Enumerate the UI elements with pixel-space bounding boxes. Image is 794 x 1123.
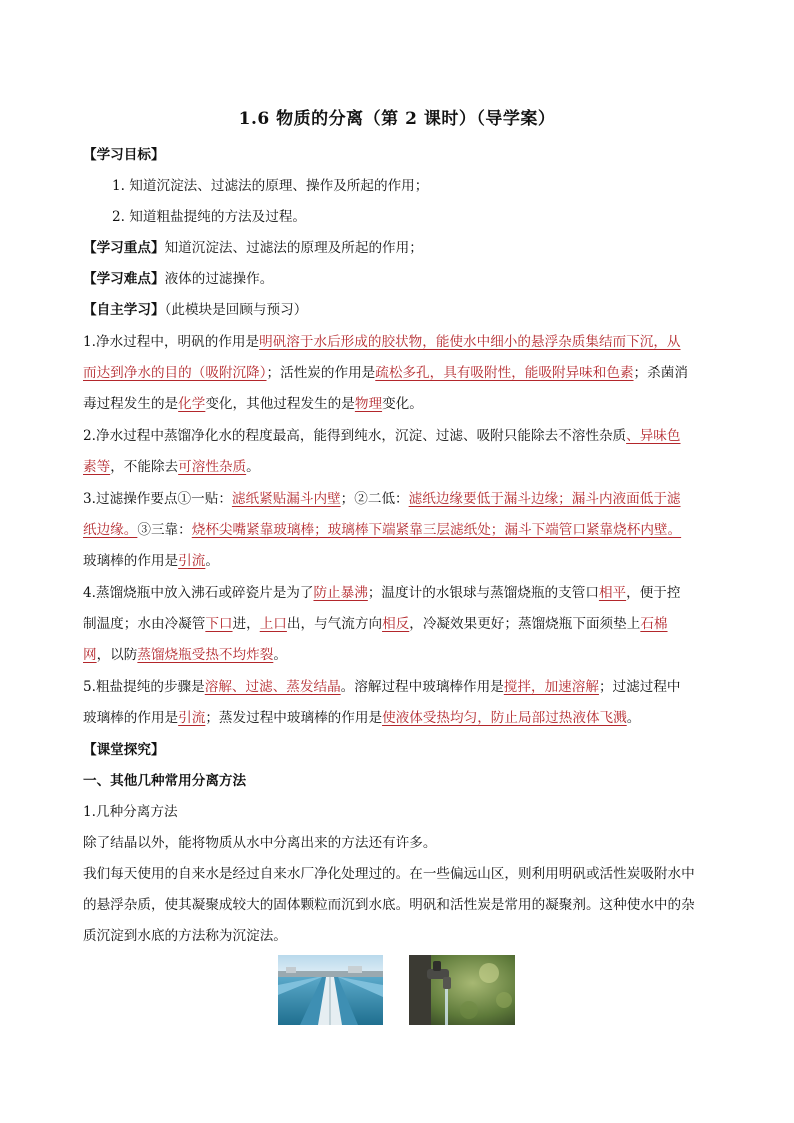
q2-text: 2.净水过程中蒸馏净化水的程度最高，能得到纯水，沉淀、过滤、吸附只能除去不溶性杂质 <box>83 428 627 444</box>
q4-text: 制温度；水由冷凝管 <box>83 616 206 632</box>
page-title: 1.6 物质的分离（第 2 课时）（导学案） <box>238 109 556 129</box>
q5-line-2 <box>83 709 640 727</box>
self-study-label: 【自主学习】 <box>83 302 165 318</box>
q5-text: ；过滤过程中 <box>598 679 681 695</box>
section-heading: 一、其他几种常用分离方法 <box>83 773 247 789</box>
q5-answer-steps: 溶解、过滤、蒸发结晶 <box>204 679 341 695</box>
q3-answer-drainage: 引流 <box>178 553 206 569</box>
q5-answer-evaporation: 使液体受热均匀，防止局部过热液体飞溅 <box>382 710 627 726</box>
subsection-heading: 1.几种分离方法 <box>83 804 178 820</box>
q4-answer-asbestos: 石棉 <box>640 616 668 632</box>
q4-text: 进， <box>232 616 260 632</box>
q1-answer-alum-cont: 而达到净水的目的（吸附沉降） <box>83 365 267 381</box>
difficulty-line <box>83 270 273 288</box>
q4-answer-upper-outlet: 上口 <box>259 616 287 632</box>
q4-answer-crack: 蒸馏烧瓶受热不均炸裂 <box>137 647 274 663</box>
q3-answer-two-low: 滤纸边缘要低于漏斗边缘；漏斗内液面低于滤 <box>408 491 681 507</box>
q1-text: 变化。 <box>382 396 423 412</box>
q4-line-2 <box>83 615 668 633</box>
q1-text: ；活性炭的作用是 <box>266 365 376 381</box>
q1-text: 变化，其他过程发生的是 <box>205 396 355 412</box>
objective-item-1: 1. 知道沉淀法、过滤法的原理、操作及所起的作用； <box>112 178 429 194</box>
paragraph-2-line-2: 的悬浮杂质，使其凝聚成较大的固体颗粒而沉到水底。明矾和活性炭是常用的凝聚剂。这种使水中的杂 <box>83 897 695 913</box>
q1-text: 1.净水过程中，明矾的作用是 <box>83 334 260 350</box>
difficulty-label: 【学习难点】 <box>83 271 165 287</box>
q4-answer-bumping: 防止暴沸 <box>313 585 368 601</box>
q5-text: ；蒸发过程中玻璃棒的作用是 <box>205 710 383 726</box>
q5-answer-stir: 搅拌，加速溶解 <box>503 679 599 695</box>
q2-answer-soluble: 可溶性杂质 <box>178 459 247 475</box>
water-tap-photo <box>409 955 515 1025</box>
q3-line-3 <box>83 552 219 570</box>
q1-line-3 <box>83 395 423 413</box>
q5-text: 。溶解过程中玻璃棒作用是 <box>340 679 504 695</box>
q1-line-2 <box>83 364 688 382</box>
key-point-line <box>83 239 423 257</box>
q2-answer-odor: 、异味色 <box>626 428 681 444</box>
q4-line-3 <box>83 646 287 664</box>
q5-text: 。 <box>626 710 641 726</box>
difficulty-text: 液体的过滤操作。 <box>164 271 274 287</box>
paragraph-2-line-1: 我们每天使用的自来水是经过自来水厂净化处理过的。在一些偏远山区，则利用明矾或活性炭吸附水中 <box>83 866 695 882</box>
q4-answer-asbestos-cont: 网 <box>83 647 97 663</box>
q1-answer-chemical: 化学 <box>178 396 206 412</box>
q4-text: ，便于控 <box>626 585 681 601</box>
self-study-note: （此模块是回顾与预习） <box>164 302 308 318</box>
q4-answer-level: 相平 <box>598 585 627 601</box>
q4-answer-opposite: 相反 <box>382 616 410 632</box>
paragraph-2-line-3: 质沉淀到水底的方法称为沉淀法。 <box>83 928 287 944</box>
q4-text: 出，与气流方向 <box>286 616 383 632</box>
q3-answer-one-stick: 滤纸紧贴漏斗内壁 <box>231 491 341 507</box>
q2-answer-odor-cont: 素等 <box>83 459 111 475</box>
q2-text: 。 <box>246 459 260 475</box>
paragraph-1: 除了结晶以外，能将物质从水中分离出来的方法还有许多。 <box>83 835 437 851</box>
q3-text: 3.过滤操作要点①一贴： <box>83 491 232 507</box>
q5-line-1 <box>83 678 681 696</box>
objective-item-2: 2. 知道粗盐提纯的方法及过程。 <box>112 209 307 225</box>
q4-text: ，以防 <box>96 647 138 663</box>
q1-line-1 <box>83 333 681 351</box>
q2-line-1 <box>83 427 681 445</box>
key-point-label: 【学习重点】 <box>83 240 165 256</box>
q4-line-1 <box>83 584 681 602</box>
q4-text: 4.蒸馏烧瓶中放入沸石或碎瓷片是为了 <box>83 585 314 601</box>
q3-text: ；②二低： <box>340 491 409 507</box>
q4-answer-lower-inlet: 下口 <box>205 616 233 632</box>
q5-text: 5.粗盐提纯的步骤是 <box>83 679 205 695</box>
q4-text: ；温度计的水银球与蒸馏烧瓶的支管口 <box>367 585 599 601</box>
water-plant-photo <box>278 955 383 1025</box>
q5-answer-drainage: 引流 <box>178 710 206 726</box>
q2-text: ，不能除去 <box>110 459 179 475</box>
self-study-line <box>83 301 307 319</box>
q5-text: 玻璃棒的作用是 <box>83 710 179 726</box>
q3-text: 。 <box>205 553 219 569</box>
q3-answer-three-lean: 烧杯尖嘴紧靠玻璃棒；玻璃棒下端紧靠三层滤纸处；漏斗下端管口紧靠烧杯内壁。 <box>191 522 682 538</box>
q3-text: 玻璃棒的作用是 <box>83 553 179 569</box>
q1-text: 毒过程发生的是 <box>83 396 179 412</box>
key-point-text: 知道沉淀法、过滤法的原理及所起的作用； <box>164 240 423 256</box>
q1-answer-physical: 物理 <box>354 396 383 412</box>
explore-heading: 【课堂探究】 <box>83 742 165 758</box>
q4-text: 。 <box>273 647 287 663</box>
q3-line-1 <box>83 490 681 508</box>
q4-text: ，冷凝效果更好；蒸馏烧瓶下面须垫上 <box>409 616 641 632</box>
q3-text: ③三靠： <box>137 522 192 538</box>
objectives-heading: 【学习目标】 <box>83 147 165 163</box>
q1-answer-carbon: 疏松多孔，具有吸附性，能吸附异味和色素 <box>375 365 634 381</box>
q3-line-2 <box>83 521 681 539</box>
q1-text: ；杀菌消 <box>633 365 688 381</box>
q2-line-2 <box>83 458 260 476</box>
q1-answer-alum: 明矾溶于水后形成的胶状物，能使水中细小的悬浮杂质集结而下沉，从 <box>259 334 681 350</box>
q3-answer-two-low-cont: 纸边缘。 <box>83 522 138 538</box>
